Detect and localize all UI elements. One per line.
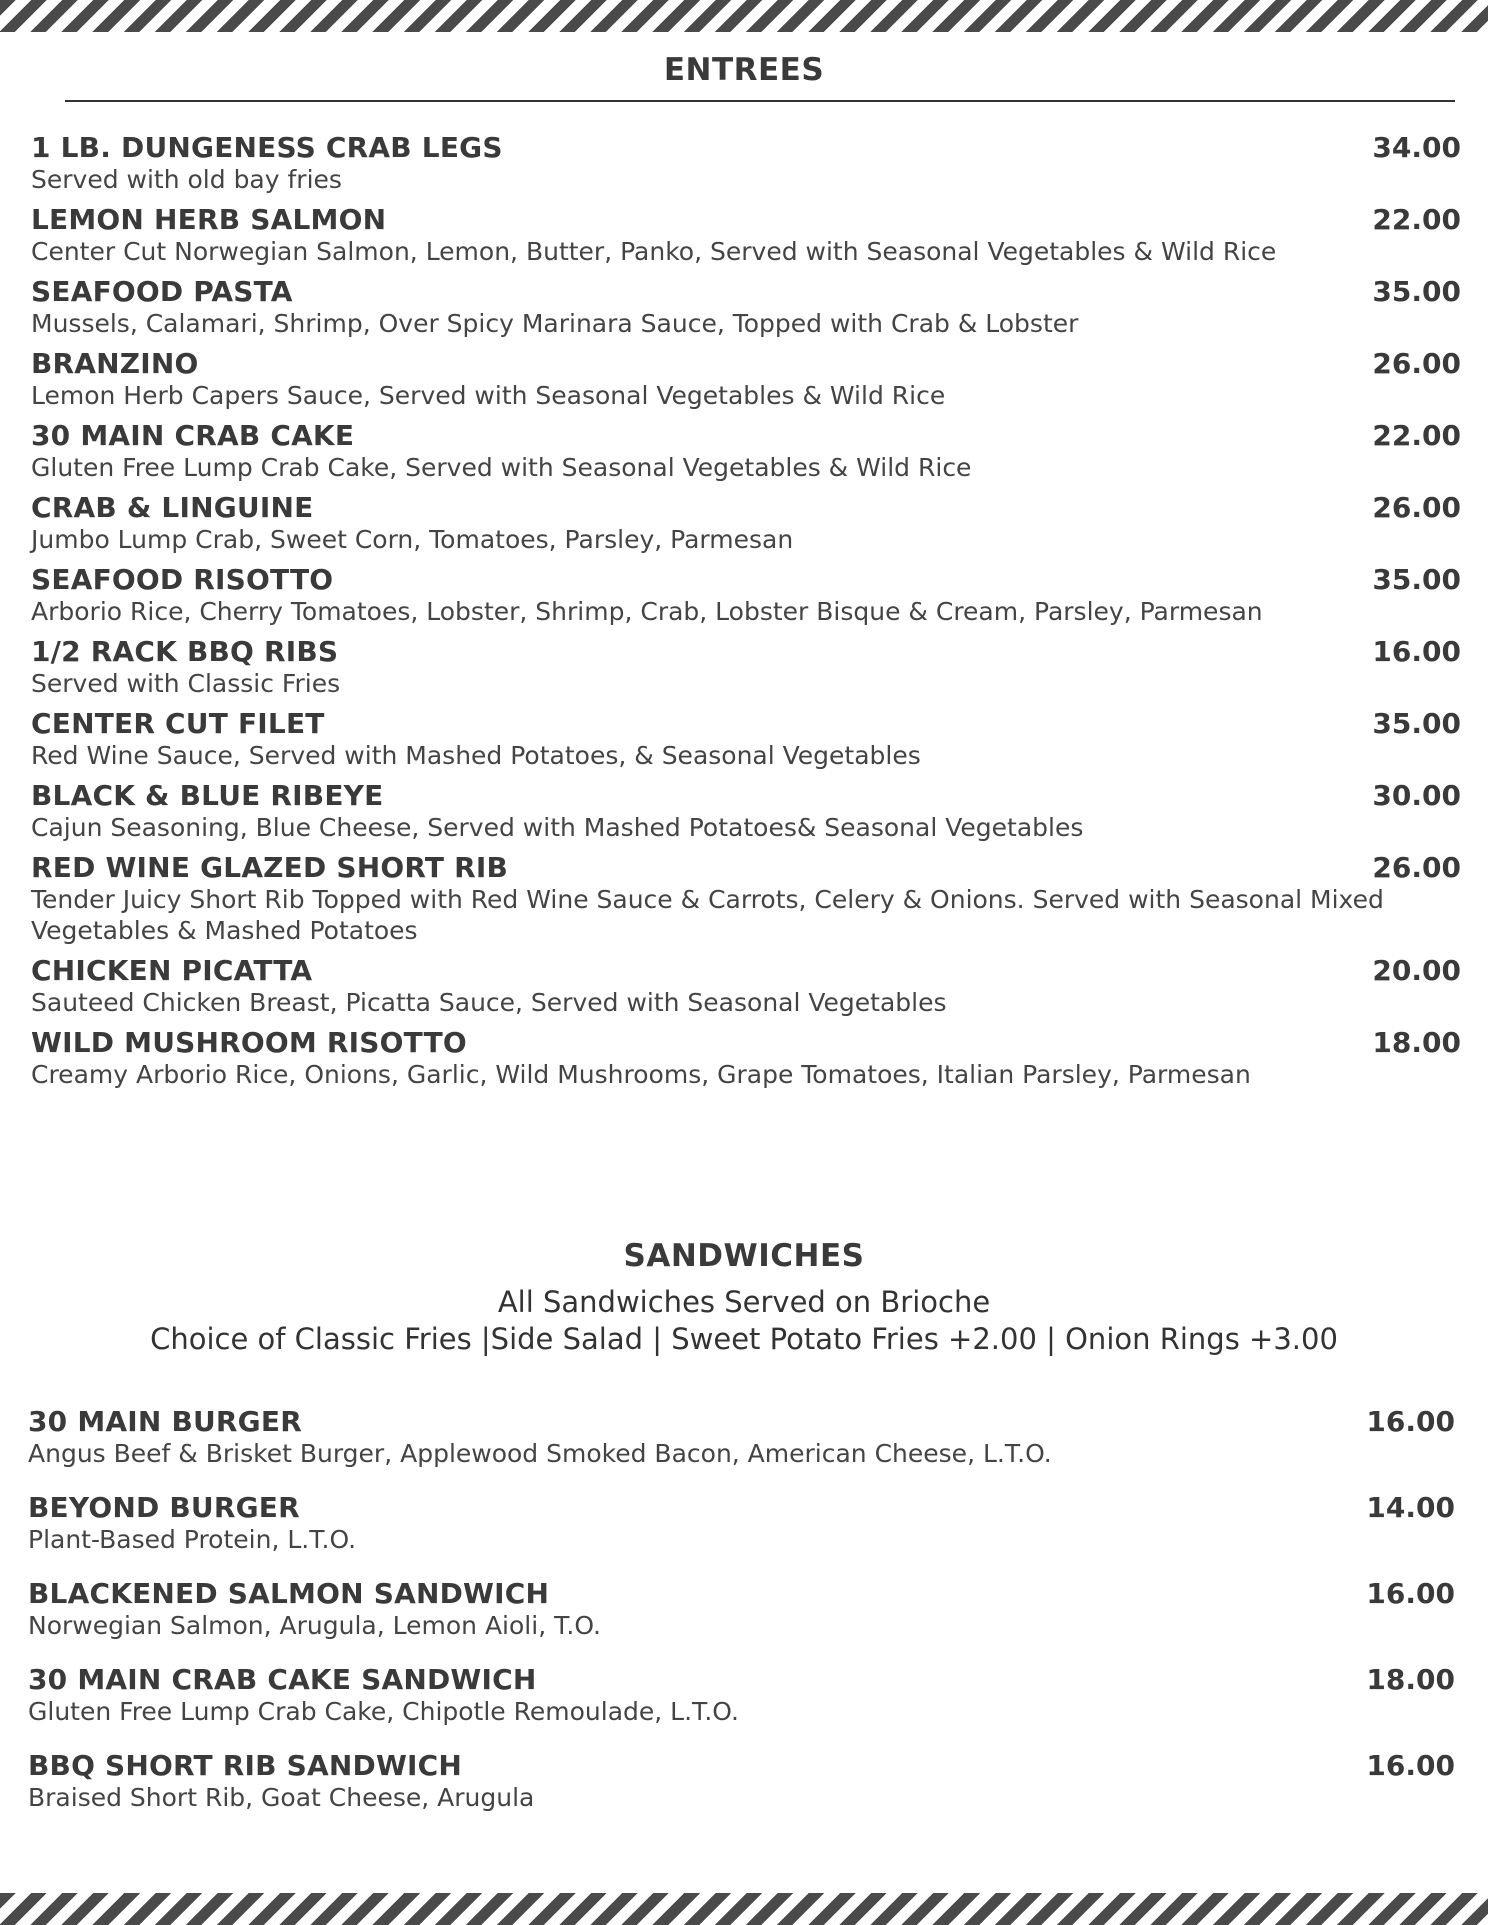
- menu-item-price: 35.00: [1372, 563, 1461, 596]
- sandwiches-subtitle: All Sandwiches Served on Brioche: [497, 1285, 991, 1319]
- menu-item-name: 30 MAIN CRAB CAKE: [31, 419, 355, 452]
- menu-item-name: BLACKENED SALMON SANDWICH: [28, 1577, 550, 1610]
- menu-item-description: Cajun Seasoning, Blue Cheese, Served with Mashed Potatoes& Seasonal Vegetables: [31, 813, 1084, 842]
- menu-item-price: 22.00: [1372, 203, 1461, 236]
- menu-item-description: Center Cut Norwegian Salmon, Lemon, Butter, Panko, Served with Seasonal Vegetables & Wild Rice: [31, 237, 1277, 266]
- menu-item-name: WILD MUSHROOM RISOTTO: [31, 1026, 467, 1059]
- menu-item: [28, 1750, 1455, 1813]
- menu-item-price: 35.00: [1372, 707, 1461, 740]
- menu-item-description: Lemon Herb Capers Sauce, Served with Seasonal Vegetables & Wild Rice: [31, 381, 946, 410]
- menu-item-price: 16.00: [1366, 1577, 1455, 1610]
- menu-item: [31, 420, 1461, 483]
- menu-item-name: CRAB & LINGUINE: [31, 491, 314, 524]
- menu-item-price: 20.00: [1372, 954, 1461, 987]
- menu-item-description: Mussels, Calamari, Shrimp, Over Spicy Marinara Sauce, Topped with Crab & Lobster: [31, 309, 1079, 338]
- menu-item: [31, 348, 1461, 411]
- sandwiches-list: [28, 1406, 1455, 1836]
- menu-item-price: 26.00: [1372, 491, 1461, 524]
- menu-item-description: Braised Short Rib, Goat Cheese, Arugula: [28, 1783, 535, 1812]
- section-divider: [65, 100, 1455, 102]
- menu-item: [31, 564, 1461, 627]
- menu-item-description: Creamy Arborio Rice, Onions, Garlic, Wild Mushrooms, Grape Tomatoes, Italian Parsley, Parmesan: [31, 1060, 1251, 1089]
- menu-item: [28, 1406, 1455, 1469]
- menu-item-name: RED WINE GLAZED SHORT RIB: [31, 851, 509, 884]
- menu-item: [31, 636, 1461, 699]
- menu-item-price: 14.00: [1366, 1491, 1455, 1524]
- menu-item-price: 26.00: [1372, 851, 1461, 884]
- menu-item: [31, 276, 1461, 339]
- menu-item-description: Served with old bay fries: [31, 165, 342, 194]
- menu-item-name: SEAFOOD RISOTTO: [31, 563, 334, 596]
- menu-item-description: Plant-Based Protein, L.T.O.: [28, 1525, 357, 1554]
- menu-item-price: 22.00: [1372, 419, 1461, 452]
- menu-item-description: Gluten Free Lump Crab Cake, Chipotle Remoulade, L.T.O.: [28, 1697, 739, 1726]
- bottom-stripe-border: [0, 1893, 1488, 1925]
- menu-item-description: Gluten Free Lump Crab Cake, Served with Seasonal Vegetables & Wild Rice: [31, 453, 972, 482]
- sandwiches-sides-note: Choice of Classic Fries |Side Salad | Sweet Potato Fries +2.00 | Onion Rings +3.00: [150, 1322, 1338, 1356]
- menu-item: [31, 204, 1461, 267]
- menu-item: [31, 852, 1461, 946]
- sandwiches-title: SANDWICHES: [623, 1238, 865, 1274]
- menu-item-name: BRANZINO: [31, 347, 199, 380]
- menu-item-name: CENTER CUT FILET: [31, 707, 325, 740]
- menu-item-name: LEMON HERB SALMON: [31, 203, 387, 236]
- menu-item-price: 34.00: [1372, 131, 1461, 164]
- menu-item-description: Norwegian Salmon, Arugula, Lemon Aioli, T.O.: [28, 1611, 601, 1640]
- menu-item-name: 30 MAIN CRAB CAKE SANDWICH: [28, 1663, 537, 1696]
- menu-item: [31, 132, 1461, 195]
- menu-item-name: CHICKEN PICATTA: [31, 954, 313, 987]
- entrees-list: [31, 132, 1461, 1099]
- menu-item-price: 18.00: [1366, 1663, 1455, 1696]
- menu-item-description: Tender Juicy Short Rib Topped with Red Wine Sauce & Carrots, Celery & Onions. Served with Seasonal Mixed Vegetables & Mashed Potatoes: [31, 885, 1384, 945]
- menu-item-description: Red Wine Sauce, Served with Mashed Potatoes, & Seasonal Vegetables: [31, 741, 921, 770]
- menu-item-price: 16.00: [1372, 635, 1461, 668]
- menu-item: [28, 1664, 1455, 1727]
- menu-item-description: Angus Beef & Brisket Burger, Applewood Smoked Bacon, American Cheese, L.T.O.: [28, 1439, 1052, 1468]
- menu-item-name: SEAFOOD PASTA: [31, 275, 293, 308]
- menu-item: [28, 1492, 1455, 1555]
- menu-item-name: 30 MAIN BURGER: [28, 1405, 302, 1438]
- menu-item-name: 1/2 RACK BBQ RIBS: [31, 635, 339, 668]
- menu-item-description: Sauteed Chicken Breast, Picatta Sauce, Served with Seasonal Vegetables: [31, 988, 947, 1017]
- menu-item: [31, 780, 1461, 843]
- menu-item-name: 1 LB. DUNGENESS CRAB LEGS: [31, 131, 503, 164]
- menu-item-price: 18.00: [1372, 1026, 1461, 1059]
- menu-item-description: Arborio Rice, Cherry Tomatoes, Lobster, Shrimp, Crab, Lobster Bisque & Cream, Parsley, Parmesan: [31, 597, 1263, 626]
- top-stripe-border: [0, 0, 1488, 32]
- menu-item-description: Served with Classic Fries: [31, 669, 341, 698]
- menu-item: [31, 492, 1461, 555]
- menu-item: [31, 955, 1461, 1018]
- menu-item-price: 16.00: [1366, 1749, 1455, 1782]
- menu-item-name: BEYOND BURGER: [28, 1491, 300, 1524]
- menu-item: [28, 1578, 1455, 1641]
- menu-item-price: 30.00: [1372, 779, 1461, 812]
- menu-item: [31, 1027, 1461, 1090]
- menu-item-name: BLACK & BLUE RIBEYE: [31, 779, 384, 812]
- menu-item-price: 26.00: [1372, 347, 1461, 380]
- menu-item-price: 35.00: [1372, 275, 1461, 308]
- entrees-title: ENTREES: [663, 52, 825, 88]
- menu-item-description: Jumbo Lump Crab, Sweet Corn, Tomatoes, Parsley, Parmesan: [31, 525, 794, 554]
- menu-item: [31, 708, 1461, 771]
- menu-item-name: BBQ SHORT RIB SANDWICH: [28, 1749, 463, 1782]
- menu-item-price: 16.00: [1366, 1405, 1455, 1438]
